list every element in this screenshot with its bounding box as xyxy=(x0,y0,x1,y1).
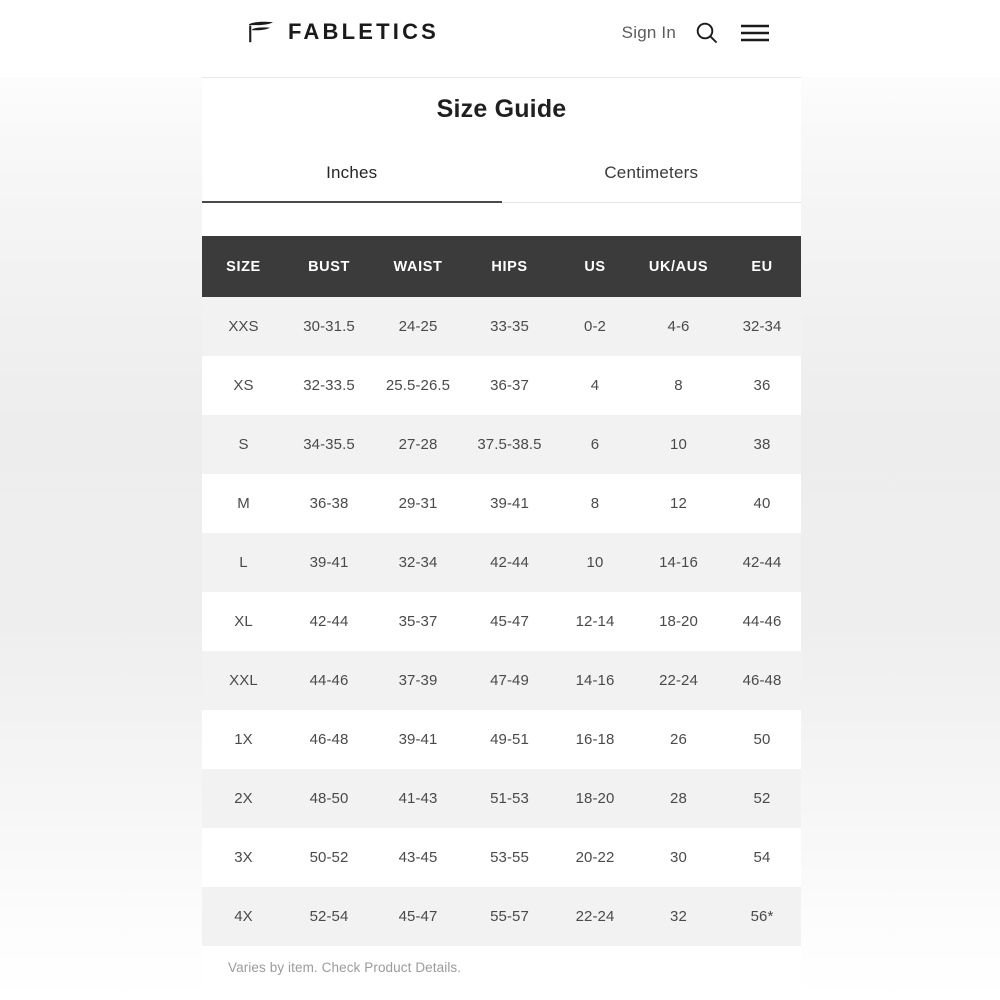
cell-bust: 32-33.5 xyxy=(285,356,373,415)
column-header-waist: WAIST xyxy=(373,236,463,297)
cell-size: XXL xyxy=(202,651,285,710)
site-header xyxy=(0,0,1000,77)
cell-hips: 37.5-38.5 xyxy=(463,415,556,474)
cell-us: 16-18 xyxy=(556,710,634,769)
tab-inches[interactable]: Inches xyxy=(202,155,502,203)
cell-eu: 44-46 xyxy=(723,592,801,651)
table-header-row xyxy=(202,236,801,297)
cell-bust: 46-48 xyxy=(285,710,373,769)
cell-ukaus: 10 xyxy=(634,415,723,474)
cell-bust: 50-52 xyxy=(285,828,373,887)
cell-size: S xyxy=(202,415,285,474)
cell-us: 12-14 xyxy=(556,592,634,651)
cell-eu: 52 xyxy=(723,769,801,828)
cell-bust: 39-41 xyxy=(285,533,373,592)
table-row xyxy=(202,887,801,946)
cell-bust: 30-31.5 xyxy=(285,297,373,356)
cell-ukaus: 32 xyxy=(634,887,723,946)
sign-in-link[interactable]: Sign In xyxy=(621,23,676,42)
cell-ukaus: 26 xyxy=(634,710,723,769)
table-row xyxy=(202,769,801,828)
cell-ukaus: 30 xyxy=(634,828,723,887)
cell-us: 20-22 xyxy=(556,828,634,887)
cell-eu: 54 xyxy=(723,828,801,887)
cell-waist: 43-45 xyxy=(373,828,463,887)
column-header-ukaus: UK/AUS xyxy=(634,236,723,297)
brand-logo-text: FABLETICS xyxy=(288,19,440,44)
cell-waist: 24-25 xyxy=(373,297,463,356)
cell-waist: 29-31 xyxy=(373,474,463,533)
column-header-eu: EU xyxy=(723,236,801,297)
table-row xyxy=(202,828,801,887)
table-row xyxy=(202,474,801,533)
cell-eu: 36 xyxy=(723,356,801,415)
cell-waist: 41-43 xyxy=(373,769,463,828)
cell-hips: 42-44 xyxy=(463,533,556,592)
cell-eu: 50 xyxy=(723,710,801,769)
cell-size: M xyxy=(202,474,285,533)
cell-hips: 45-47 xyxy=(463,592,556,651)
cell-us: 18-20 xyxy=(556,769,634,828)
cell-eu: 32-34 xyxy=(723,297,801,356)
cell-size: L xyxy=(202,533,285,592)
cell-hips: 47-49 xyxy=(463,651,556,710)
tab-centimeters[interactable]: Centimeters xyxy=(502,155,802,203)
cell-bust: 36-38 xyxy=(285,474,373,533)
column-header-size: SIZE xyxy=(202,236,285,297)
fabletics-wing-f-logo-icon xyxy=(246,20,276,44)
cell-ukaus: 8 xyxy=(634,356,723,415)
column-header-us: US xyxy=(556,236,634,297)
cell-us: 6 xyxy=(556,415,634,474)
table-row xyxy=(202,356,801,415)
table-header xyxy=(202,236,801,297)
table-row xyxy=(202,710,801,769)
table-row xyxy=(202,533,801,592)
cell-size: 3X xyxy=(202,828,285,887)
column-header-bust: BUST xyxy=(285,236,373,297)
cell-us: 14-16 xyxy=(556,651,634,710)
cell-us: 0-2 xyxy=(556,297,634,356)
cell-hips: 55-57 xyxy=(463,887,556,946)
cell-bust: 34-35.5 xyxy=(285,415,373,474)
header-actions xyxy=(622,20,772,46)
cell-ukaus: 28 xyxy=(634,769,723,828)
cell-bust: 52-54 xyxy=(285,887,373,946)
cell-hips: 39-41 xyxy=(463,474,556,533)
cell-ukaus: 4-6 xyxy=(634,297,723,356)
cell-ukaus: 14-16 xyxy=(634,533,723,592)
cell-hips: 51-53 xyxy=(463,769,556,828)
cell-hips: 53-55 xyxy=(463,828,556,887)
column-header-hips: HIPS xyxy=(463,236,556,297)
cell-eu: 46-48 xyxy=(723,651,801,710)
cell-us: 8 xyxy=(556,474,634,533)
cell-ukaus: 18-20 xyxy=(634,592,723,651)
cell-size: XXS xyxy=(202,297,285,356)
cell-us: 4 xyxy=(556,356,634,415)
cell-eu: 42-44 xyxy=(723,533,801,592)
cell-us: 10 xyxy=(556,533,634,592)
hamburger-menu-icon[interactable] xyxy=(738,20,772,46)
cell-bust: 48-50 xyxy=(285,769,373,828)
cell-waist: 39-41 xyxy=(373,710,463,769)
table-row xyxy=(202,592,801,651)
cell-hips: 36-37 xyxy=(463,356,556,415)
cell-size: 1X xyxy=(202,710,285,769)
cell-ukaus: 22-24 xyxy=(634,651,723,710)
cell-size: 2X xyxy=(202,769,285,828)
cell-bust: 42-44 xyxy=(285,592,373,651)
footer-note: Varies by item. Check Product Details. xyxy=(228,960,462,975)
cell-eu: 40 xyxy=(723,474,801,533)
table-row xyxy=(202,297,801,356)
cell-size: XL xyxy=(202,592,285,651)
cell-waist: 27-28 xyxy=(373,415,463,474)
cell-size: 4X xyxy=(202,887,285,946)
cell-bust: 44-46 xyxy=(285,651,373,710)
cell-hips: 49-51 xyxy=(463,710,556,769)
table-body xyxy=(202,297,801,946)
cell-waist: 45-47 xyxy=(373,887,463,946)
cell-waist: 35-37 xyxy=(373,592,463,651)
cell-waist: 37-39 xyxy=(373,651,463,710)
cell-waist: 25.5-26.5 xyxy=(373,356,463,415)
table-row xyxy=(202,651,801,710)
cell-size: XS xyxy=(202,356,285,415)
page-title: Size Guide xyxy=(436,95,567,123)
cell-hips: 33-35 xyxy=(463,297,556,356)
size-chart-table xyxy=(202,236,801,946)
header-divider xyxy=(202,77,801,78)
cell-us: 22-24 xyxy=(556,887,634,946)
cell-eu: 56* xyxy=(723,887,801,946)
brand-logo[interactable] xyxy=(246,20,439,44)
search-icon[interactable] xyxy=(694,20,720,46)
cell-ukaus: 12 xyxy=(634,474,723,533)
table-row xyxy=(202,415,801,474)
cell-eu: 38 xyxy=(723,415,801,474)
cell-waist: 32-34 xyxy=(373,533,463,592)
unit-tabs xyxy=(202,155,801,203)
